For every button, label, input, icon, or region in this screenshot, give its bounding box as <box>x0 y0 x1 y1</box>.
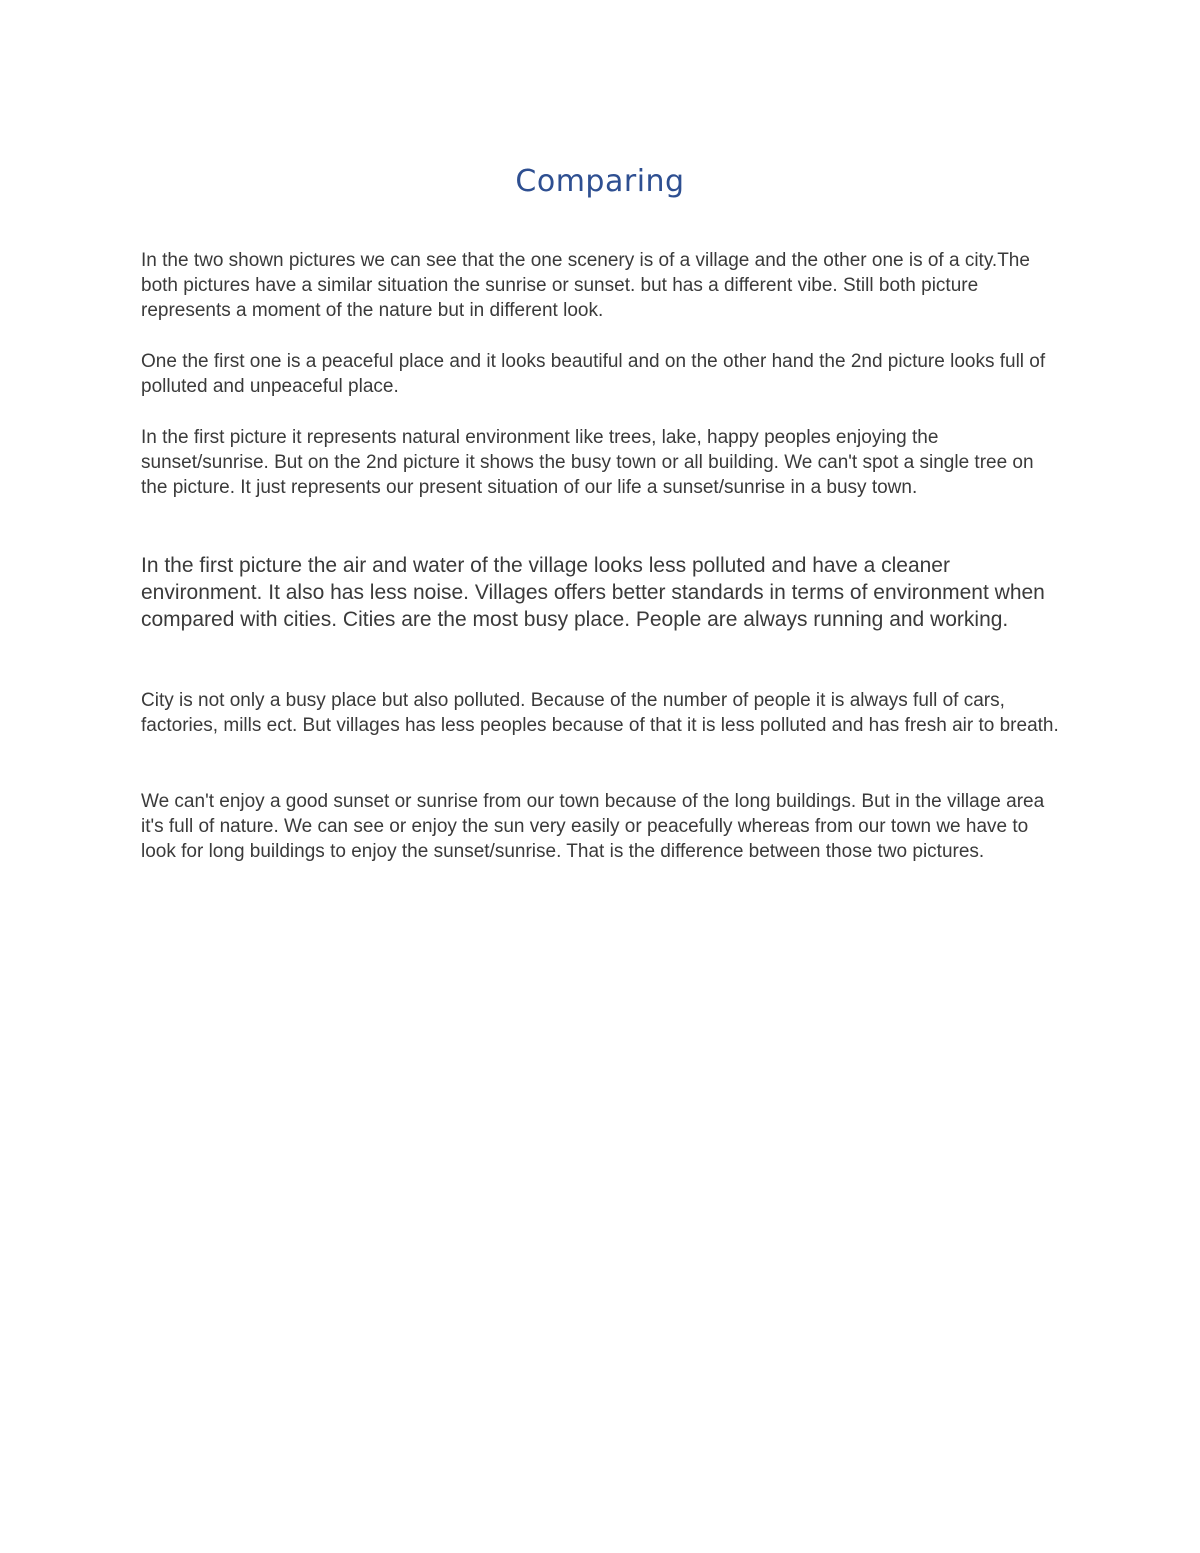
paragraph-4: In the first picture the air and water of the village looks less polluted and have a cleaner environment. It also has less noise. Villages offers better standards in terms of environment when compared with cities. Cities are the most busy place. People are always running and working. <box>141 554 1045 631</box>
paragraph-5: City is not only a busy place but also polluted. Because of the number of people it is always full of cars, factories, mills ect. But villages has less peoples because of that it is less polluted and has fresh air to breath. <box>141 690 1059 736</box>
paragraph-6: We can't enjoy a good sunset or sunrise from our town because of the long buildings. But in the village area it's full of nature. We can see or enjoy the sun very easily or peacefully whereas from our town we have to look for long buildings to enjoy the sunset/sunrise. That is the difference between those two pictures. <box>141 791 1045 862</box>
paragraph-2: One the first one is a peaceful place and it looks beautiful and on the other hand the 2nd picture looks full of polluted and unpeaceful place. <box>141 351 1046 397</box>
paragraph-1: In the two shown pictures we can see that the one scenery is of a village and the other one is of a city.The both pictures have a similar situation the sunrise or sunset. but has a different vibe. Still both picture represents a moment of the nature but in different look. <box>141 250 1030 321</box>
paragraph-3: In the first picture it represents natural environment like trees, lake, happy peoples enjoying the sunset/sunrise. But on the 2nd picture it shows the busy town or all building. We can't spot a single tree on the picture. It just represents our present situation of our life a sunset/sunrise in a busy town. <box>141 427 1034 498</box>
document-title: Comparing <box>515 164 685 199</box>
